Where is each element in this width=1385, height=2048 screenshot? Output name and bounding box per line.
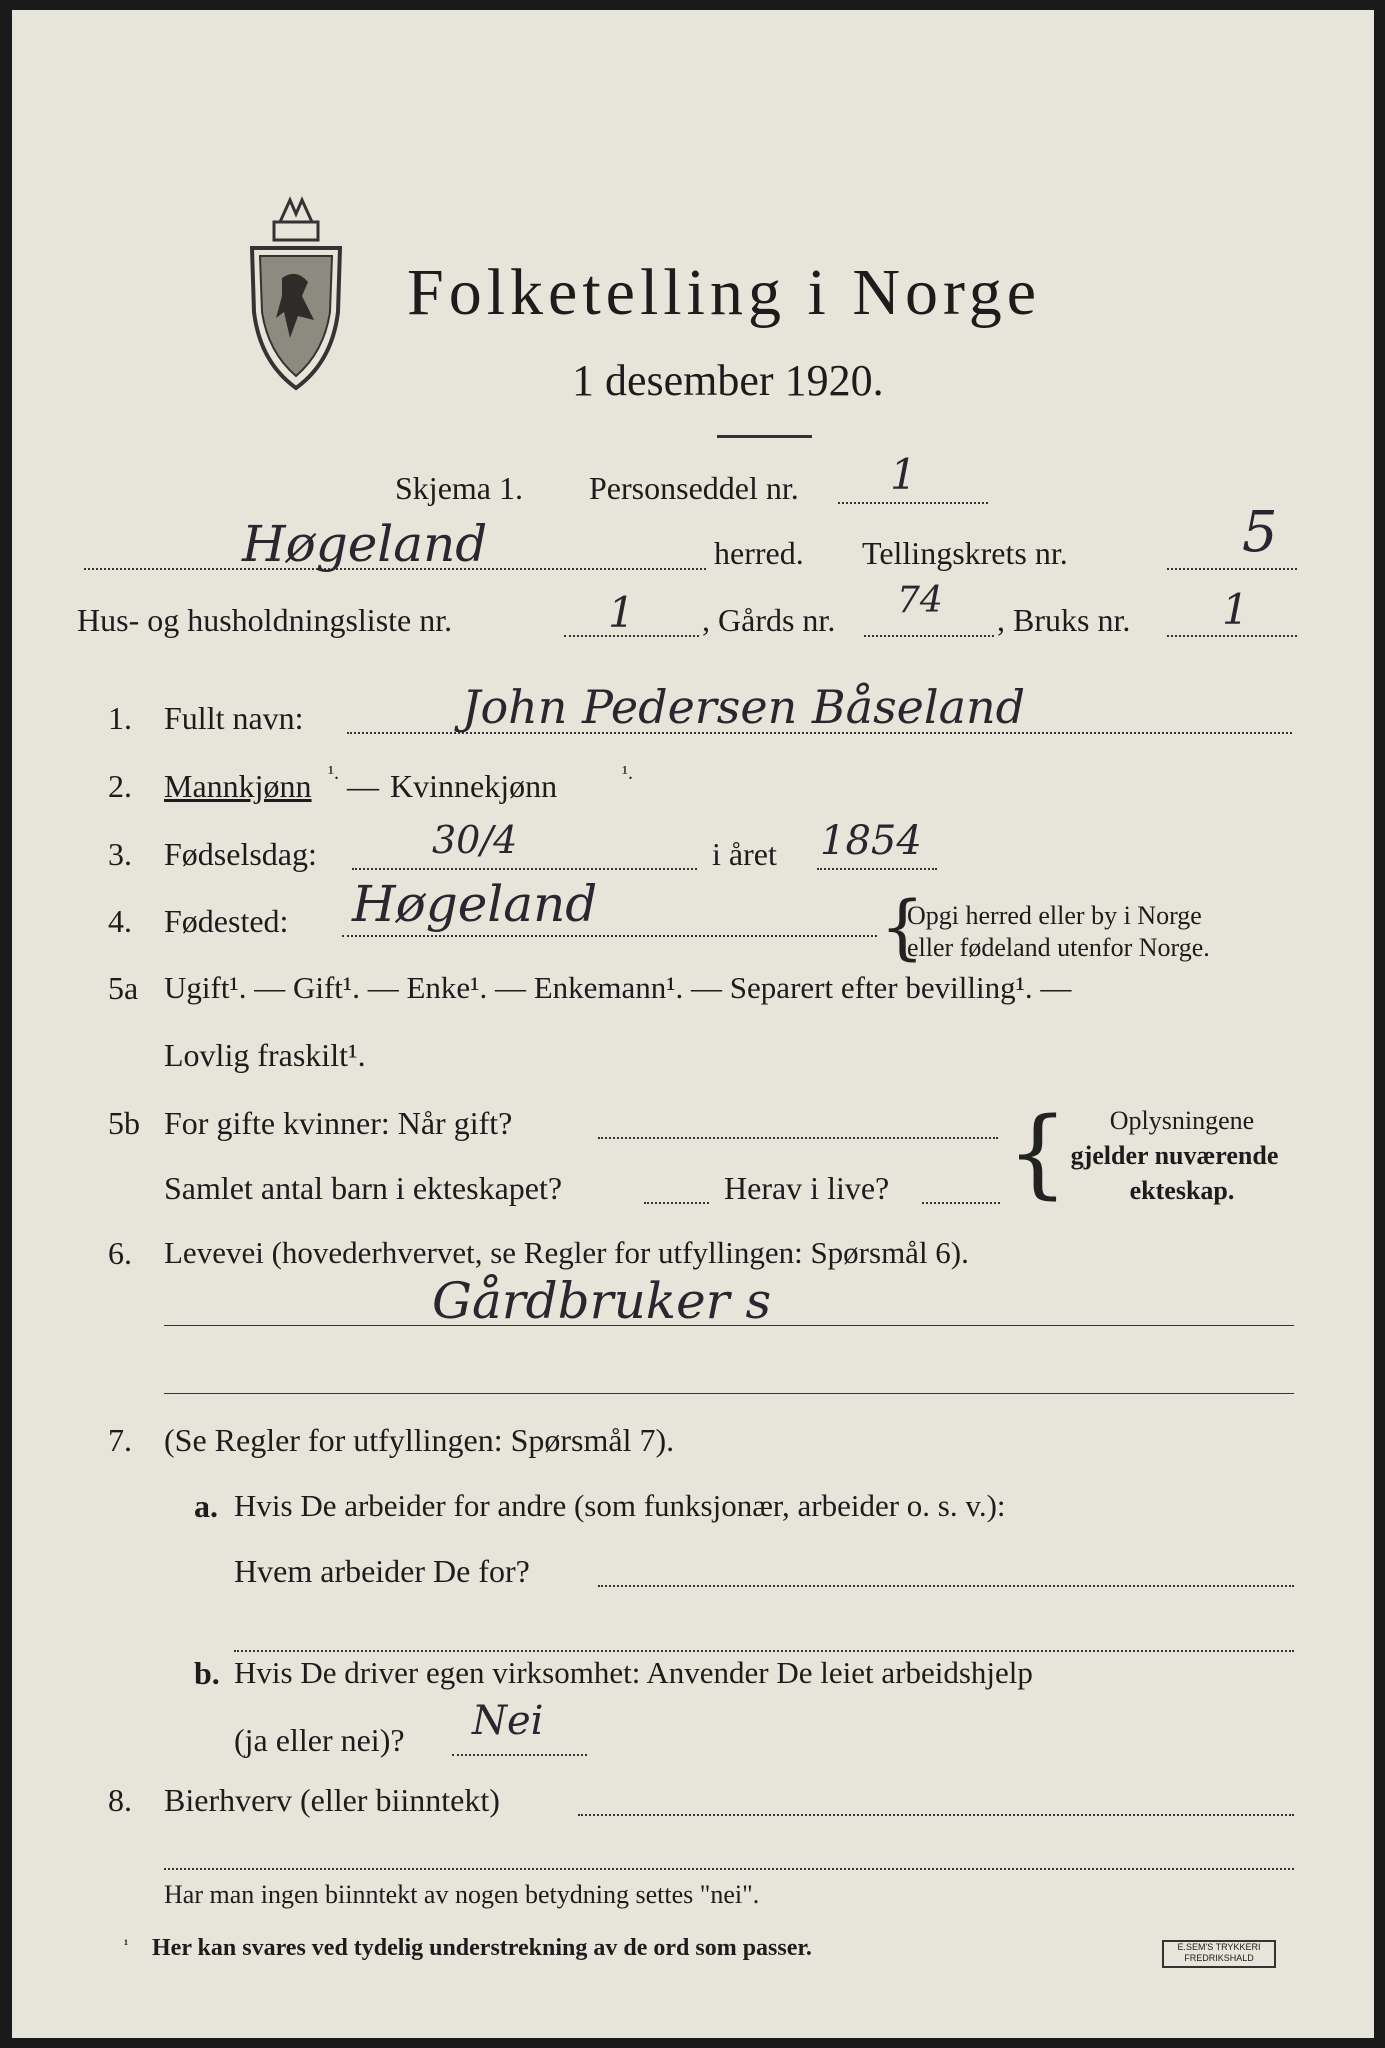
title-divider bbox=[717, 435, 812, 438]
q7-label: (Se Regler for utfyllingen: Spørsmål 7). bbox=[164, 1422, 675, 1458]
tellingskrets-label: Tellingskrets nr. bbox=[862, 535, 1068, 571]
q4-note-2: eller fødeland utenfor Norge. bbox=[907, 933, 1210, 962]
q2-female-footnote: ¹. bbox=[622, 762, 633, 784]
q3-line bbox=[352, 868, 697, 870]
bruks-line bbox=[1167, 635, 1297, 637]
q5b-brace: { bbox=[1007, 1097, 1069, 1209]
q6-number: 6. bbox=[108, 1235, 132, 1271]
q4-brace: { bbox=[880, 886, 925, 968]
herred-value[interactable]: Høgeland bbox=[242, 515, 488, 573]
q3-birthday[interactable]: 30/4 bbox=[432, 818, 518, 862]
q6-label: Levevei (hovederhvervet, se Regler for utfyllingen: Spørsmål 6). bbox=[164, 1235, 969, 1270]
q7b-answer[interactable]: Nei bbox=[472, 1698, 544, 1744]
q5b-children-line bbox=[644, 1202, 709, 1204]
q4-birthplace[interactable]: Høgeland bbox=[352, 875, 598, 933]
q7a-number: a. bbox=[194, 1488, 218, 1524]
q5b-married-line bbox=[598, 1137, 998, 1139]
form-title: Folketelling i Norge bbox=[407, 256, 1042, 329]
q5a-number: 5a bbox=[108, 970, 139, 1006]
q8-line bbox=[578, 1814, 1294, 1816]
q2-number: 2. bbox=[108, 768, 132, 804]
q1-label: Fullt navn: bbox=[164, 700, 304, 736]
q7b-line2: (ja eller nei)? bbox=[234, 1722, 405, 1758]
bruks-value[interactable]: 1 bbox=[1222, 585, 1249, 634]
q3-year-line bbox=[817, 868, 937, 870]
q7b-line1: Hvis De driver egen virksomhet: Anvender De leiet arbeidshjelp bbox=[234, 1655, 1033, 1690]
q3-year[interactable]: 1854 bbox=[820, 818, 922, 864]
q3-label: Fødselsdag: bbox=[164, 836, 317, 872]
q5b-line1: For gifte kvinner: Når gift? bbox=[164, 1105, 513, 1141]
q8-label: Bierhverv (eller biinntekt) bbox=[164, 1782, 500, 1818]
herred-label: herred. bbox=[714, 535, 804, 571]
q7a-line bbox=[598, 1585, 1294, 1587]
q2-separator: — bbox=[347, 768, 379, 804]
q7-number: 7. bbox=[108, 1422, 132, 1458]
tellingskrets-line bbox=[1167, 568, 1297, 570]
personseddel-label: Personseddel nr. bbox=[589, 470, 799, 506]
printer-stamp-line2: FREDRIKSHALD bbox=[1184, 1953, 1254, 1963]
q1-number: 1. bbox=[108, 700, 132, 736]
q2-male-footnote: ¹. bbox=[328, 762, 339, 784]
q6-occupation[interactable]: Gårdbruker s bbox=[432, 1272, 772, 1330]
q5a-line2[interactable]: Lovlig fraskilt¹. bbox=[164, 1037, 366, 1073]
q5b-number: 5b bbox=[108, 1105, 140, 1141]
bruks-label: , Bruks nr. bbox=[997, 602, 1131, 638]
footer-note: Har man ingen biinntekt av nogen betydning settes "nei". bbox=[164, 1880, 760, 1909]
printer-stamp-line1: E.SEM'S TRYKKERI bbox=[1177, 1942, 1261, 1952]
gards-line bbox=[864, 635, 994, 637]
census-form bbox=[12, 10, 1374, 2038]
q5b-note-2: gjelder nuværende bbox=[1070, 1141, 1279, 1170]
gards-label: , Gårds nr. bbox=[702, 602, 836, 638]
gards-value[interactable]: 74 bbox=[897, 580, 943, 621]
q7b-line bbox=[452, 1754, 587, 1756]
husholdningsliste-label: Hus- og husholdningsliste nr. bbox=[77, 602, 453, 638]
q5b-note-1: Oplysningene bbox=[1109, 1106, 1255, 1135]
q5b-note-3: ekteskap. bbox=[1129, 1176, 1235, 1205]
q4-line bbox=[342, 935, 877, 937]
q5b-line2: Samlet antal barn i ekteskapet? bbox=[164, 1170, 563, 1206]
q3-year-label: i året bbox=[712, 836, 777, 872]
q3-number: 3. bbox=[108, 836, 132, 872]
census-date: 1 desember 1920. bbox=[572, 356, 884, 405]
printer-stamp bbox=[1162, 1940, 1276, 1968]
q1-full-name[interactable]: John Pedersen Båseland bbox=[462, 680, 1026, 734]
skjema-label: Skjema 1. bbox=[395, 470, 523, 506]
q7a-line2: Hvem arbeider De for? bbox=[234, 1553, 530, 1589]
footnote-mark: ¹ bbox=[124, 1938, 129, 1953]
q7b-number: b. bbox=[194, 1655, 220, 1691]
q5b-live-label: Herav i live? bbox=[724, 1170, 890, 1206]
q7a-line1: Hvis De arbeider for andre (som funksjonær, arbeider o. s. v.): bbox=[234, 1488, 1006, 1523]
q5b-live-line bbox=[922, 1202, 1000, 1204]
q7a-line-2 bbox=[234, 1650, 1294, 1652]
q2-male[interactable]: Mannkjønn bbox=[164, 768, 312, 804]
q4-number: 4. bbox=[108, 903, 132, 939]
q2-female[interactable]: Kvinnekjønn bbox=[390, 768, 558, 804]
husholdningsliste-value[interactable]: 1 bbox=[608, 588, 635, 637]
q8-line-2 bbox=[164, 1868, 1294, 1870]
coat-of-arms-icon bbox=[240, 192, 352, 392]
tellingskrets-value[interactable]: 5 bbox=[1242, 500, 1278, 565]
q4-note-1: Opgi herred eller by i Norge bbox=[907, 901, 1202, 930]
q8-number: 8. bbox=[108, 1782, 132, 1818]
q4-label: Fødested: bbox=[164, 903, 289, 939]
q6-line-2 bbox=[164, 1393, 1294, 1394]
footnote: Her kan svares ved tydelig understrekning av de ord som passer. bbox=[152, 1935, 812, 1961]
q5a-line1[interactable]: Ugift¹. — Gift¹. — Enke¹. — Enkemann¹. — Separert efter bevilling¹. — bbox=[164, 970, 1072, 1005]
personseddel-value[interactable]: 1 bbox=[890, 450, 917, 499]
personseddel-line bbox=[838, 502, 988, 504]
